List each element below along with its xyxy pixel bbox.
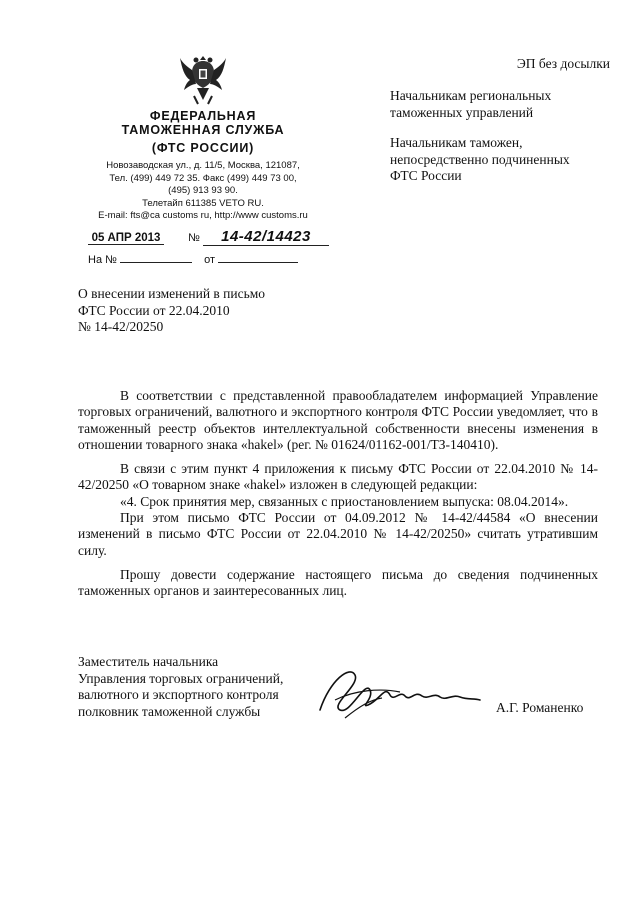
letter-body bbox=[78, 388, 598, 600]
address-line: Новозаводская ул., д. 11/5, Москва, 121087, bbox=[106, 160, 300, 171]
coat-of-arms-emblem bbox=[178, 52, 228, 106]
registration-line bbox=[88, 228, 329, 246]
signatory-rank: полковник таможенной службы bbox=[78, 703, 261, 719]
subject-line: О внесении изменений в письмо bbox=[78, 286, 266, 301]
signatory-position: Заместитель начальника bbox=[78, 654, 219, 669]
body-paragraph: В связи с этим пункт 4 приложения к письму ФТС России от 22.04.2010 № 14-42/20250 «О товарном знаке «hakel» изложен в следующей редакции: bbox=[78, 461, 598, 493]
reference-number-blank bbox=[120, 262, 192, 263]
reference-line bbox=[88, 254, 298, 266]
address-line: Телетайп 611385 VETO RU. bbox=[142, 197, 264, 209]
subject-line: № 14-42/20250 bbox=[78, 319, 164, 334]
signatory-position: Управления торговых ограничений, bbox=[78, 670, 284, 686]
reference-date-blank bbox=[218, 262, 298, 263]
org-name-line1: ФЕДЕРАЛЬНАЯ bbox=[149, 109, 257, 123]
recipient-line: Начальникам региональных bbox=[390, 88, 552, 103]
body-paragraph: При этом письмо ФТС России от 04.09.2012 № 14-42/44584 «О внесении изменений в письмо ФТС России от 22.04.2010 № 14-42/20250» считать утратившим силу. bbox=[78, 510, 598, 558]
registration-number: 14-42/14423 bbox=[203, 228, 329, 246]
subject-line: ФТС России от 22.04.2010 bbox=[78, 302, 230, 318]
recipient-line: непосредственно подчиненных bbox=[390, 151, 570, 167]
org-name-line2: ТАМОЖЕННАЯ СЛУЖБА bbox=[121, 123, 285, 137]
recipients-block bbox=[390, 88, 570, 185]
body-paragraph: В соответствии с представленной правообладателем информацией Управление торговых ограничений, валютного и экспортного контроля ФТС России уведомляет, что в таможенный реестр объектов интеллектуальной собственности внесены изменения в отношении товарного знака «hakel» (рег. № 01624/01162-001/ТЗ-140410). bbox=[78, 388, 598, 452]
address-line: E-mail: fts@ca customs ru, http://www customs.ru bbox=[98, 210, 308, 221]
reference-prefix: На № bbox=[88, 254, 117, 266]
handwritten-signature bbox=[310, 660, 485, 722]
address-line: Тел. (499) 449 72 35. Факс (499) 449 73 00, bbox=[109, 172, 297, 184]
subject-block bbox=[78, 286, 265, 336]
stamp-note: ЭП без досылки bbox=[516, 56, 610, 71]
signature-block bbox=[78, 654, 283, 720]
recipient-line: ФТС России bbox=[390, 168, 462, 183]
recipient-line: Начальникам таможен, bbox=[390, 135, 523, 150]
signatory-position: валютного и экспортного контроля bbox=[78, 687, 279, 702]
number-prefix: № bbox=[188, 232, 200, 244]
org-name-line3: (ФТС РОССИИ) bbox=[151, 141, 255, 155]
recipient-line: таможенных управлений bbox=[390, 104, 534, 120]
org-address bbox=[88, 160, 318, 223]
reference-from: от bbox=[204, 254, 216, 266]
address-line: (495) 913 93 90. bbox=[168, 185, 238, 196]
body-paragraph: Прошу довести содержание настоящего письма до сведения подчиненных таможенных органов и заинтересованных лиц. bbox=[78, 566, 598, 599]
registration-date: 05 АПР 2013 bbox=[88, 232, 164, 245]
body-paragraph: «4. Срок принятия мер, связанных с приостановлением выпуска: 08.04.2014». bbox=[120, 493, 569, 509]
signatory-name: А.Г. Романенко bbox=[496, 700, 584, 715]
